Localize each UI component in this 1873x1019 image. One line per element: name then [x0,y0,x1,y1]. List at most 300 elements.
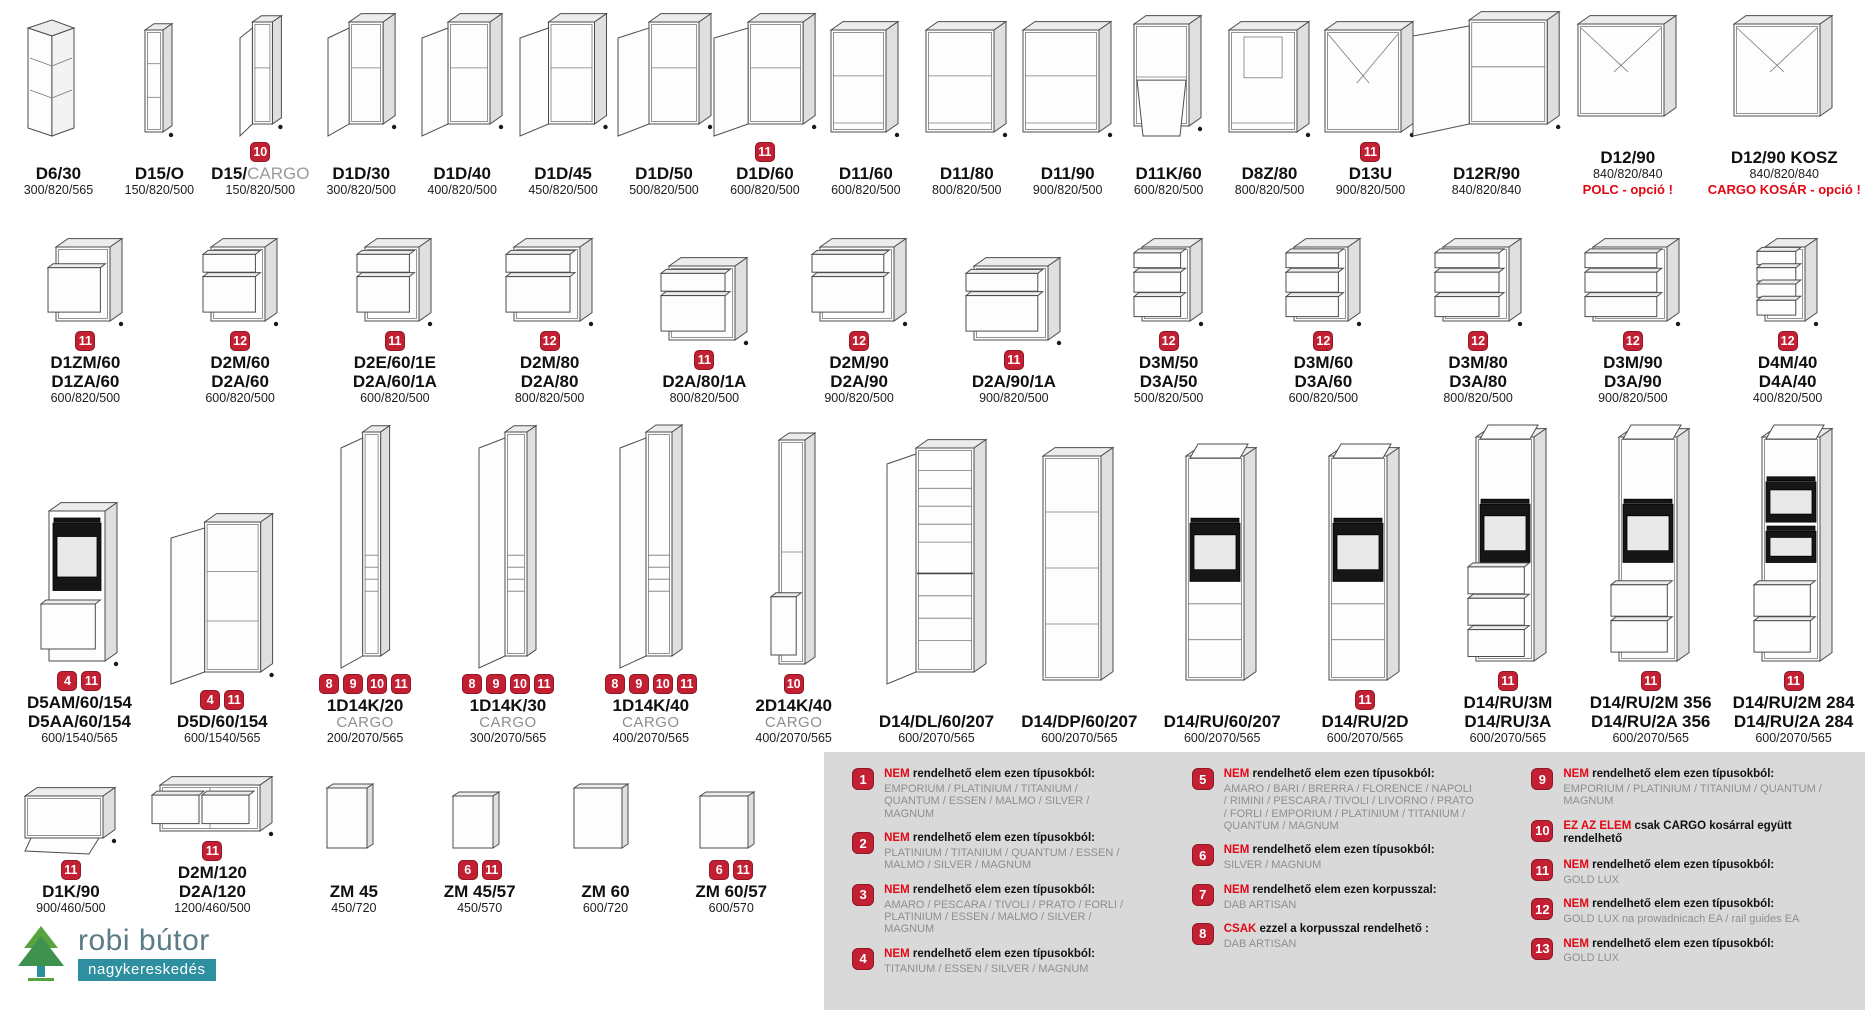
note-badge: 11 [202,841,222,861]
cabinet-drawing-area [45,227,126,327]
cabinet-drawing [924,0,1010,138]
note-badge: 6 [709,860,729,880]
cargo-label: CARGO [764,714,823,731]
cabinet-item-d14-ru-60-207 [1151,424,1294,746]
badge-row [538,329,562,352]
cabinet-item-d2m-120 [134,757,291,916]
cabinet-drawing-area [1184,424,1260,686]
dimensions-label: 500/820/500 [629,183,699,197]
legend-number-badge: 7 [1192,884,1214,906]
cabinet-drawing [658,246,751,346]
badge-row [603,672,699,695]
dimensions-label: 300/820/565 [23,183,94,197]
badge-row [1782,669,1806,692]
legend-number-badge: 1 [852,768,874,790]
badge-row [1311,329,1335,352]
legend-body: DAB ARTISAN [1223,937,1297,950]
model-label: D6/30 [35,164,82,183]
legend-body: SILVER / MAGNUM [1223,859,1322,872]
cabinet-drawing-area [354,227,435,327]
model-label: D3A/60 [1294,372,1353,391]
cabinet-drawing-area [963,246,1064,346]
model-label: 1D14K/40 [612,696,690,715]
option-note: CARGO KOSÁR - opció ! [1707,182,1861,197]
dimensions-label: 450/720 [331,901,377,915]
cargo-label: CARGO [479,714,537,731]
cabinet-drawing [963,246,1064,346]
legend-text [1563,820,1843,848]
cabinet-drawing [710,0,819,138]
cabinet-drawing [354,227,435,327]
model-label: D12R/90 [1452,164,1521,183]
model-label: D2M/60 [210,353,270,372]
badge-row [383,329,407,352]
cabinet-item-d2a-80-1a [627,246,782,406]
dimensions-label: 450/820/500 [528,183,598,197]
model-label: D2M/80 [519,353,580,372]
dimensions-label: 600/820/500 [730,183,800,197]
model-label: D3M/90 [1603,353,1663,372]
cabinet-item-d5am-60-154 [8,405,151,746]
note-badge: 12 [1313,331,1333,351]
legend-number-badge: 3 [852,884,874,906]
cabinet-drawing [475,408,540,670]
model-label: D14/RU/3M [1463,693,1553,712]
row-low-cabinets [0,746,824,916]
dimensions-label: 300/2070/565 [469,731,547,745]
model-label: D14/DL/60/207 [878,712,995,731]
cabinet-drawing [143,0,176,138]
note-badge: 12 [1468,331,1488,351]
badge-row [460,672,556,695]
model-label: D14/RU/2A 284 [1733,712,1854,731]
cabinet-item-d4m-40 [1710,227,1865,406]
model-label: D14/RU/3A [1464,712,1552,731]
model-label: ZM 60 [581,882,630,901]
cabinet-drawing-area [1227,0,1313,138]
dimensions-label: 600/820/500 [50,391,121,405]
dimensions-label: 600/820/500 [831,183,901,197]
badge-row [847,329,871,352]
cabinet-drawing-area [1432,227,1525,327]
cabinet-drawing [167,424,277,686]
dimensions-label: 600/820/500 [360,391,430,405]
cabinet-item-d14-ru-2d [1294,424,1437,746]
cabinet-item-d1zm-60 [8,227,163,406]
cabinet-drawing [45,227,126,327]
model-label: D14/RU/2A 356 [1591,712,1711,731]
dimensions-label: 500/820/500 [1133,391,1204,405]
logo-text-block [78,923,216,981]
cabinet-item-d2m-60 [163,227,318,406]
legend-text [1563,938,1774,965]
model-label: 1D14K/20 [326,696,404,715]
legend-body: TITANIUM / ESSEN / SILVER / MAGNUM [884,962,1089,975]
legend-item-1 [850,768,1164,820]
dimensions-label: 600/1540/565 [184,731,261,745]
dimensions-label: 800/820/500 [932,183,1002,197]
note-badge: 11 [755,142,775,162]
model-label: D13U [1348,164,1393,183]
badge-row [753,140,777,163]
dimensions-label: 900/460/500 [36,901,106,915]
model-label: ZM 45 [329,882,378,901]
model-label: D2A/60/1A [352,372,437,391]
legend-number-badge: 9 [1531,768,1553,790]
note-badge: 11 [1498,671,1518,691]
cabinet-item-d1d-45 [513,0,614,198]
cabinet-item-zm-45 [291,776,417,916]
cargo-label: CARGO [622,714,680,731]
note-badge: 10 [784,674,804,694]
model-label: D15/O [134,164,184,183]
note-badge: 4 [57,671,77,691]
row-base-cabinets [0,0,1873,198]
legend-title: NEM rendelhető elem ezen típusokból: [1563,768,1775,780]
note-badge: 11 [694,350,714,370]
legend-title: CSAK ezzel a korpusszal rendelhető : [1223,922,1429,935]
cabinet-drawing-area [1582,227,1683,327]
model-label: D11/90 [1040,164,1095,183]
legend-item-11 [1529,859,1843,886]
cabinet-item-d11k-60 [1118,0,1219,198]
model-label: D2A/90/1A [971,372,1056,391]
legend-item-2 [850,832,1164,872]
cabinet-item-d1d-40 [412,0,513,198]
cabinet-drawing-area [149,757,276,837]
note-badge: 10 [250,142,270,162]
note-badge: 11 [1641,671,1661,691]
badge-row [1639,669,1663,692]
cabinet-drawing-area [26,0,90,138]
note-badge: 10 [653,674,673,694]
cabinet-drawing-area [38,405,121,667]
legend-column-1 [850,768,1164,1002]
badge-row [1496,669,1520,692]
model-label: D14/RU/2M 356 [1589,693,1712,712]
cabinet-drawing-area [614,0,715,138]
cabinet-drawing [829,0,902,138]
cabinet-drawing [616,408,686,670]
cabinet-drawing-area [1041,424,1117,686]
badge-row [248,140,272,163]
legend-keyword: NEM [884,768,910,780]
note-badge: 8 [605,674,625,694]
cabinet-drawing [1608,405,1693,667]
model-label: D2M/120 [177,863,247,882]
legend-keyword: NEM [1563,768,1589,780]
cabinet-drawing-area [1409,0,1563,138]
cabinet-drawing [614,0,715,138]
note-badge: 11 [61,860,81,880]
cargo-label: CARGO [336,714,394,731]
cabinet-drawing [1732,0,1836,122]
badge-row [228,329,252,352]
cabinet-drawing [1582,227,1683,327]
cabinet-drawing [1576,0,1680,122]
note-badge: 11 [224,690,244,710]
cabinet-drawing-area [1132,0,1205,138]
dimensions-label: 600/570 [708,901,754,915]
cabinet-drawing-area [1327,424,1403,686]
dimensions-label: 1200/460/500 [174,901,251,915]
cabinet-drawing-area [698,776,764,856]
legend-title: EZ AZ ELEM csak CARGO kosárral együtt rendelhető [1563,819,1792,846]
cabinet-drawing [325,776,383,856]
cabinet-item-d5d-60-154 [151,424,294,746]
legend-number-badge: 2 [852,832,874,854]
legend-item-4 [850,948,1164,975]
cabinet-item-d6-30 [8,0,109,198]
model-label: ZM 45/57 [443,882,516,901]
cabinet-drawing-area [658,246,751,346]
cabinet-drawing-area [325,776,383,856]
legend-item-13 [1529,938,1843,965]
model-label: D2A/90 [830,372,888,391]
dimensions-label: 840/820/840 [1451,183,1522,197]
legend-body: GOLD LUX [1563,874,1619,887]
cabinet-item-d14-dp-60-207 [1008,424,1151,746]
dimensions-label: 900/820/500 [1032,183,1103,197]
cabinet-drawing-area [710,0,819,138]
model-label: D1D/60 [736,164,794,183]
dimensions-label: 600/2070/565 [898,731,975,745]
dimensions-label: 900/820/500 [1335,183,1406,197]
dimensions-label: 900/820/500 [1598,391,1668,405]
legend-text [1224,923,1429,950]
model-label: D15/CARGO [211,164,310,183]
dimensions-label: 800/820/500 [669,391,740,405]
dimensions-label: 840/820/840 [1749,167,1819,181]
logo [14,924,824,982]
badge-row [59,858,83,881]
cabinet-item-d14-ru-2m-356 [1579,405,1722,746]
cabinet-drawing [418,0,506,138]
cabinet-drawing-area [143,0,176,138]
cabinet-drawing [200,227,281,327]
dimensions-label: 600/820/500 [205,391,275,405]
legend-title: NEM rendelhető elem ezen típusokból: [1563,898,1775,911]
cabinet-drawing [503,227,596,327]
model-label: D3A/50 [1139,372,1198,391]
cabinet-drawing-area [503,227,596,327]
note-badge: 8 [319,674,339,694]
model-label: D11/80 [939,164,994,183]
note-badge: 9 [343,674,363,694]
cabinet-item-1d14k-30 [437,408,580,746]
note-badge: 11 [75,331,95,351]
legend-keyword: NEM [1223,883,1250,896]
note-badge: 12 [849,331,869,351]
legend-number-badge: 10 [1531,820,1553,842]
model-label: D12/90 [1600,148,1656,167]
legend-keyword: NEM [1223,844,1250,857]
cabinet-item-zm-60-57 [668,776,794,916]
legend-item-3 [850,884,1164,936]
cabinet-item-d13u [1320,0,1421,198]
model-label: D2A/120 [178,882,246,901]
badge-row [456,858,504,881]
cabinet-item-d12-90 [1552,0,1703,198]
note-badge: 9 [486,674,506,694]
cabinet-drawing-area [1754,227,1821,327]
note-badge: 11 [1355,690,1375,710]
model-label: D8Z/80 [1241,164,1298,183]
cabinet-drawing-area [1608,405,1693,667]
cabinet-item-d11-60 [815,0,916,198]
cabinet-drawing [809,227,910,327]
cabinet-item-d14-ru-3m [1436,405,1579,746]
cabinet-drawing-area [616,408,686,670]
legend-text [1563,768,1843,808]
dimensions-label: 800/820/500 [1443,391,1513,405]
badge-row [1157,329,1181,352]
badge-row [198,688,246,711]
model-label: D1ZA/60 [51,372,120,391]
cabinet-drawing-area [1283,227,1364,327]
cabinet-drawing-area [451,776,509,856]
cabinet-drawing-area [809,227,910,327]
cabinet-item-d3m-60 [1246,227,1401,406]
badge-row [1358,140,1382,163]
dimensions-label: 600/2070/565 [1326,731,1404,745]
dimensions-label: 600/820/500 [1133,183,1204,197]
legend-text [884,884,1136,936]
cabinet-item-zm-45-57 [417,776,543,916]
model-label: D5D/60/154 [176,712,268,731]
cabinet-drawing [337,408,394,670]
legend-text [884,832,1136,872]
note-badge: 11 [482,860,502,880]
dimensions-label: 600/2070/565 [1612,731,1689,745]
cabinet-item-d1d-60 [714,0,815,198]
legend-number-badge: 12 [1531,898,1553,920]
legend-keyword: NEM [884,832,910,845]
model-label: 2D14K/40 [755,696,832,715]
note-badge: 11 [391,674,411,694]
cabinet-drawing [516,0,611,138]
cabinet-item-d12r-90 [1421,0,1552,198]
legend-item-12 [1529,898,1843,925]
legend-column-3 [1529,768,1843,1002]
badge-row [692,348,716,371]
cabinet-drawing [572,776,638,856]
cabinet-item-zm-60 [543,776,669,916]
cabinet-drawing-area [1021,0,1115,138]
cabinet-drawing [1227,0,1313,138]
badge-row [1002,348,1026,371]
legend-keyword: EZ AZ ELEM [1563,819,1632,832]
cabinet-item-d14-dl-60-207 [865,424,1008,746]
dimensions-label: 200/2070/565 [326,731,404,745]
note-badge: 11 [1004,350,1024,370]
legend-keyword: NEM [1223,768,1250,780]
cabinet-drawing [1184,424,1260,686]
dimensions-label: 400/2070/565 [612,731,690,745]
option-note: POLC - opció ! [1582,182,1673,197]
legend-number-badge: 8 [1192,923,1214,945]
model-label: D3A/80 [1449,372,1507,391]
legend-text [1224,768,1476,832]
note-badge: 12 [540,331,560,351]
note-badge: 11 [385,331,405,351]
badge-row [782,672,806,695]
cabinet-drawing [1751,405,1836,667]
legend-column-2 [1190,768,1504,1002]
model-label-muted: CARGO [247,164,310,183]
cabinet-drawing-area [324,0,399,138]
logo-name: robi bútor [78,923,210,957]
legend-item-5 [1190,768,1504,832]
cabinet-drawing [1754,227,1821,327]
badge-row [1776,329,1800,352]
note-badge: 10 [510,674,530,694]
legend-item-9 [1529,768,1843,808]
legend-item-10 [1529,820,1843,848]
cabinet-drawing-area [337,408,394,670]
cabinet-item-d3m-50 [1091,227,1246,406]
cabinet-item-d2m-80 [472,227,627,406]
note-badge: 11 [534,674,554,694]
cabinet-item-d12-90-kosz [1704,0,1865,198]
cabinet-drawing [1323,0,1417,138]
model-label: D1ZM/60 [50,353,121,372]
cabinet-drawing-area [167,424,277,686]
logo-tree-icon [14,924,68,982]
note-badge: 8 [462,674,482,694]
cabinet-item-d15 [210,0,311,198]
row-tall-cabinets [0,406,1873,746]
legend-keyword: NEM [1563,937,1589,950]
model-label: D2A/80 [520,372,579,391]
cabinet-drawing [236,0,285,138]
cabinet-drawing-area [1131,227,1206,327]
badge-row [1466,329,1490,352]
cabinet-drawing [768,408,819,670]
cabinet-drawing [1021,0,1115,138]
cabinet-drawing-area [23,776,119,856]
cabinet-item-d1k-90 [8,776,134,916]
model-label: D2A/80/1A [662,372,747,391]
cabinet-drawing-area [236,0,285,138]
dimensions-label: 800/820/500 [514,391,585,405]
cabinet-drawing-area [768,408,819,670]
legend-keyword: NEM [884,947,910,960]
model-label: D5AA/60/154 [27,712,131,731]
dimensions-label: 400/2070/565 [755,731,832,745]
model-label: D1D/30 [332,164,391,183]
cabinet-drawing-area [1751,405,1836,667]
legend-title: NEM rendelhető elem ezen típusokból: [884,947,1095,960]
cabinet-drawing [1432,227,1525,327]
legend-number-badge: 6 [1192,844,1214,866]
cabinet-drawing [23,776,119,856]
cabinet-drawing [324,0,399,138]
bottom-band [0,746,1873,1019]
note-badge: 12 [1778,331,1798,351]
cabinet-drawing [1409,0,1563,138]
legend-title: NEM rendelhető elem ezen típusokból: [884,768,1095,780]
cabinet-drawing [149,757,276,837]
badge-row [55,669,103,692]
cabinet-drawing-area [475,408,540,670]
legend-body: EMPORIUM / PLATINIUM / TITANIUM / QUANTUM / ESSEN / MALMO / SILVER / MAGNUM [884,782,1090,820]
note-badge: 10 [367,674,387,694]
cabinet-item-1d14k-40 [579,408,722,746]
cabinet-item-d1d-50 [614,0,715,198]
note-badge: 9 [629,674,649,694]
cabinet-drawing [1465,405,1550,667]
